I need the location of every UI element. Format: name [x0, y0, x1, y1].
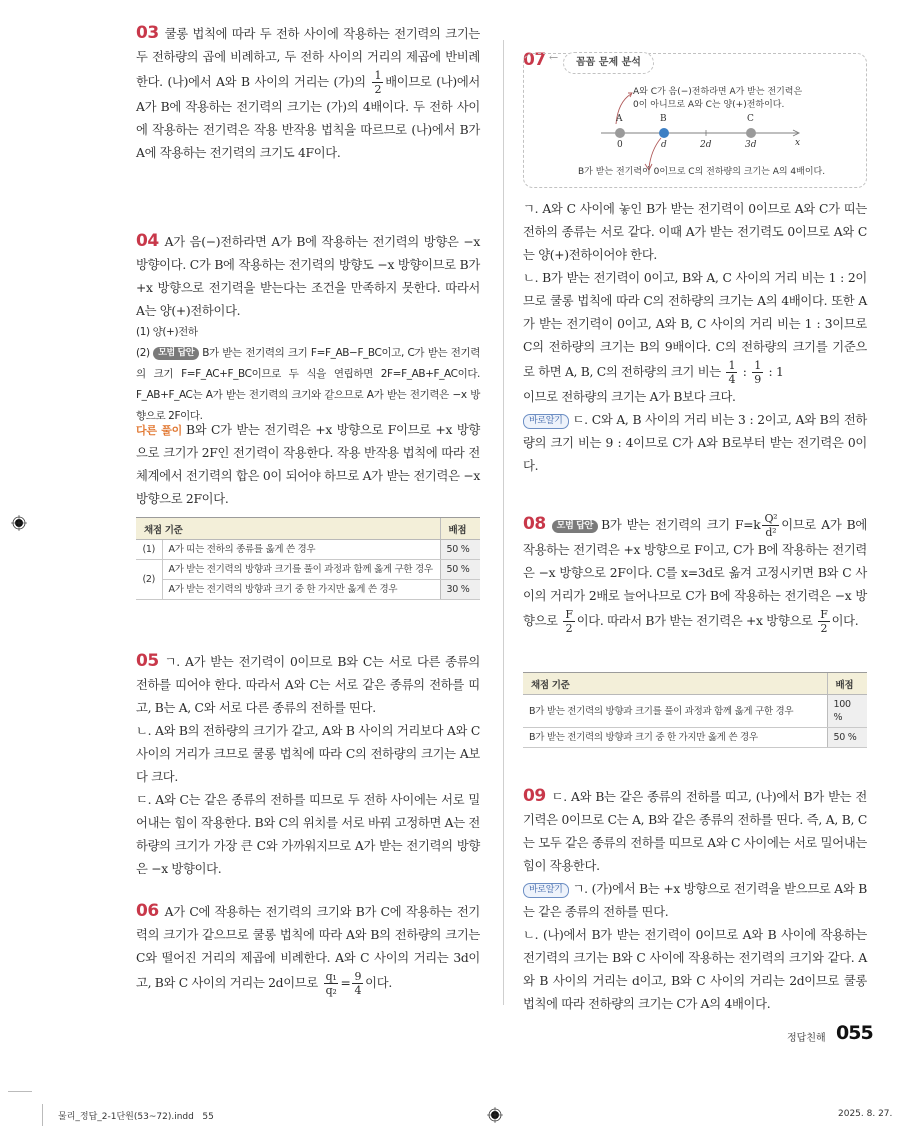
- question-number: 04: [136, 231, 159, 251]
- question-number: 08: [523, 514, 546, 534]
- analysis-title: 꼼꼼 문제 분석: [563, 52, 654, 74]
- registration-mark-bottom: [487, 1107, 503, 1123]
- alt-solution-label: 다른 풀이: [136, 424, 182, 437]
- table-row: A가 받는 전기력의 방향과 크기 중 한 가지만 옳게 쓴 경우 30 %: [136, 580, 480, 600]
- correct-answer-badge: 바로알기: [523, 414, 569, 429]
- model-answer-badge: 모범 답안: [552, 520, 598, 533]
- answer-03: 03 쿨롱 법칙에 따라 두 전하 사이에 작용하는 전기력의 크기는 두 전하량의 곱에 비례하고, 두 전하 사이의 거리의 제곱에 반비례한다. (나)에서 A와 B 사이의 거리는 (가)의 $\frac{1}{2}$ 배이므로 (나)에서 A가 B에 작용하는 전기력의 크기는 (가)의 4배이다. 두 전하 사이에 작용하는 전기력은 작용 반작용 법칙을 따르므로 (나)에서 B가 A에 작용하는 전기력의 크기도 4F이다.: [136, 23, 481, 160]
- crop-mark: [42, 1104, 43, 1126]
- fraction: $\frac{1}{2}$: [374, 69, 382, 96]
- answer-04: 04 A가 음(−)전하라면 A가 B에 작용하는 전기력의 방향은 −x 방향이다. C가 B에 작용하는 전기력의 방향도 −x 방향이므로 B가 +x 방향으로 전기력을 받는다는 조건을 만족하지 못한다. 따라서 A는 양(+)전하이다.: [136, 231, 480, 318]
- registration-mark-left: [11, 515, 27, 531]
- column-divider: [503, 40, 504, 1005]
- answer-07: ㄱ. A와 C 사이에 놓인 B가 받는 전기력이 0이므로 A와 C가 띠는 전하의 종류는 서로 같다. 이때 A가 받는 전기력도 0이므로 A와 C는 양(+)전하이어야 한다. ㄴ. B가 받는 전기력이 0이고, B와 A, C 사이의 거리 비는 1 : 2이므로 쿨롱 법칙에 따라 C의 전하량의 크기는 A의 4배이다. 또한 A가 받는 전기력이 0이고, A와 B, C 사이의 거리 비는 1 : 3이므로 C의 전하량의 크기는 B의 9배이다. C의 전하량의 크기를 기준으로 하면 A, B, C의 전하량의 크기 비는 $\frac{1}{4}$ : $\frac{1}{9}$ : 1 이므로 전하량의 크기는 A가 B보다 크다. 바로알기 ㄷ. C와 A, B 사이의 거리 비는 3 : 2이고, A와 B의 전하량의 크기 비는 9 : 4이므로 C가 A와 B로부터 받는 전기력은 0이다.: [523, 202, 867, 473]
- arrow-left-icon: ←: [549, 51, 559, 64]
- print-date: 2025. 8. 27.: [838, 1109, 893, 1119]
- answer-05: 05 ㄱ. A가 받는 전기력이 0이므로 B와 C는 서로 다른 종류의 전하를 띠어야 한다. 따라서 A와 C는 서로 같은 종류의 전하를 띠고, B는 A, C와 서로 다른 종류의 전하를 띤다. ㄴ. A와 B의 전하량의 크기가 같고, A와 B 사이의 거리보다 A와 C 사이의 거리가 크므로 쿨롱 법칙에 따라 C의 전하량의 크기는 A보다 크다. ㄷ. A와 C는 같은 종류의 전하를 띠므로 두 전하 사이에는 서로 밀어내는 힘이 작용한다. B와 C의 위치를 서로 바꿔 고정하면 A는 전하량의 크기가 가장 큰 C와 가까워지므로 A가 받는 전기력의 방향은 −x 방향이다.: [136, 651, 481, 876]
- question-number: 06: [136, 901, 159, 921]
- alternative-solution: 다른 풀이 B와 C가 받는 전기력은 +x 방향으로 F이므로 +x 방향으로 크기가 2F인 전기력이 작용한다. 작용 반작용 법칙에 따라 전체계에서 전기력의 합은 0이 되어야 하므로 A가 받는 전기력은 −x 방향으로 2F이다.: [136, 423, 480, 506]
- answer-08: 08 모범 답안 B가 받는 전기력의 크기 F=k $\frac{\text{Q²}}{\text{d²}}$ 이므로 A가 B에 작용하는 전기력은 +x 방향으로 F이고, C가 B에 작용하는 전기력은 −x 방향으로 2F이다. C를 x=3d로 옮겨 고정시키면 B와 C 사이의 거리가 2배로 늘어나므로 C가 B에 작용하는 전기력은 −x 방향으로 $\frac{F}{2}$ 이다. 따라서 B가 받는 전기력은 +x 방향으로 $\frac{F}{2}$ 이다.: [523, 512, 867, 635]
- charge-diagram: A와 C가 음(−)전하라면 A가 받는 전기력은 0이 아니므로 A와 C는 양(+)전하이다. A B C 0 d 2d 3d x B가 받는 전기력이 0이므로 C의 전하량의 크기는 A의 4배이다.: [523, 80, 867, 180]
- question-number: 09: [523, 786, 546, 806]
- question-number: 03: [136, 23, 159, 43]
- scoring-table-04: 채점 기준 배점 (1) A가 띠는 전하의 종류를 옳게 쓴 경우 50 % (2) A가 받는 전기력의 방향과 크기를 풀이 과정과 함께 옳게 구한 경우 50 % A가 받는 전기력의 방향과 크기 중 한 가지만 옳게 쓴 경우 30 %: [136, 517, 480, 600]
- correct-answer-badge: 바로알기: [523, 883, 569, 898]
- answer-09: 09 ㄷ. A와 B는 같은 종류의 전하를 띠고, (나)에서 B가 받는 전기력은 0이므로 C는 A, B와 같은 종류의 전하를 띤다. 즉, A, B, C는 모두 같은 종류의 전하를 띠므로 A와 C 사이에는 서로 밀어내는 힘이 작용한다. 바로알기 ㄱ. (가)에서 B는 +x 방향으로 전기력을 받으므로 A와 B는 같은 종류의 전하를 띤다. ㄴ. (나)에서 B가 받는 전기력이 0이므로 A와 B 사이에 작용하는 전기력의 크기는 B와 C 사이에 작용하는 전기력의 크기와 같다. A와 B 사이의 거리는 d이고, B와 C 사이의 거리는 2d이므로 쿨롱 법칙에 따라 전하량의 크기는 C가 A의 4배이다.: [523, 786, 867, 1011]
- table-row: B가 받는 전기력의 방향과 크기 중 한 가지만 옳게 쓴 경우 50 %: [523, 728, 867, 748]
- model-answer-badge: 모범 답안: [153, 347, 199, 360]
- question-number: 07: [523, 50, 546, 70]
- answer-04-sub: (1) 양(+)전하 (2) 모범 답안 B가 받는 전기력의 크기 F=F_AB−F_BC이고, C가 받는 전기력의 크기 F=F_AC+F_BC이므로 두 식을 연립하면 2F=F_AB+F_AC이다. F_AB+F_AC는 A가 받는 전기력의 크기와 같으므로 A가 받는 전기력은 −x 방향으로 2F이다.: [136, 326, 480, 422]
- file-name: 물리_정답_2-1단원(53~72).indd 55: [58, 1112, 214, 1122]
- table-row: B가 받는 전기력의 방향과 크기를 풀이 과정과 함께 옳게 구한 경우 100 %: [523, 695, 867, 728]
- crop-mark: [8, 1091, 32, 1092]
- scoring-table-08: 채점 기준 배점 B가 받는 전기력의 방향과 크기를 풀이 과정과 함께 옳게 구한 경우 100 % B가 받는 전기력의 방향과 크기 중 한 가지만 옳게 쓴 경우 50 %: [523, 672, 867, 748]
- question-number: 05: [136, 651, 159, 671]
- table-row: (2) A가 받는 전기력의 방향과 크기를 풀이 과정과 함께 옳게 구한 경우 50 %: [136, 560, 480, 580]
- table-row: (1) A가 띠는 전하의 종류를 옳게 쓴 경우 50 %: [136, 540, 480, 560]
- page-number: 055: [836, 1022, 873, 1044]
- answer-06: 06 A가 C에 작용하는 전기력의 크기와 B가 C에 작용하는 전기력의 크기가 같으므로 쿨롱 법칙에 따라 A와 B의 전하량의 크기는 C와 떨어진 거리의 제곱에 비례한다. A와 C 사이의 거리는 3d이고, B와 C 사이의 거리는 2d이므로 $\frac{\text{q₁}}{\text{q₂}}$ = $\frac{9}{4}$ 이다.: [136, 901, 480, 997]
- section-label: 정답친해: [787, 1033, 826, 1044]
